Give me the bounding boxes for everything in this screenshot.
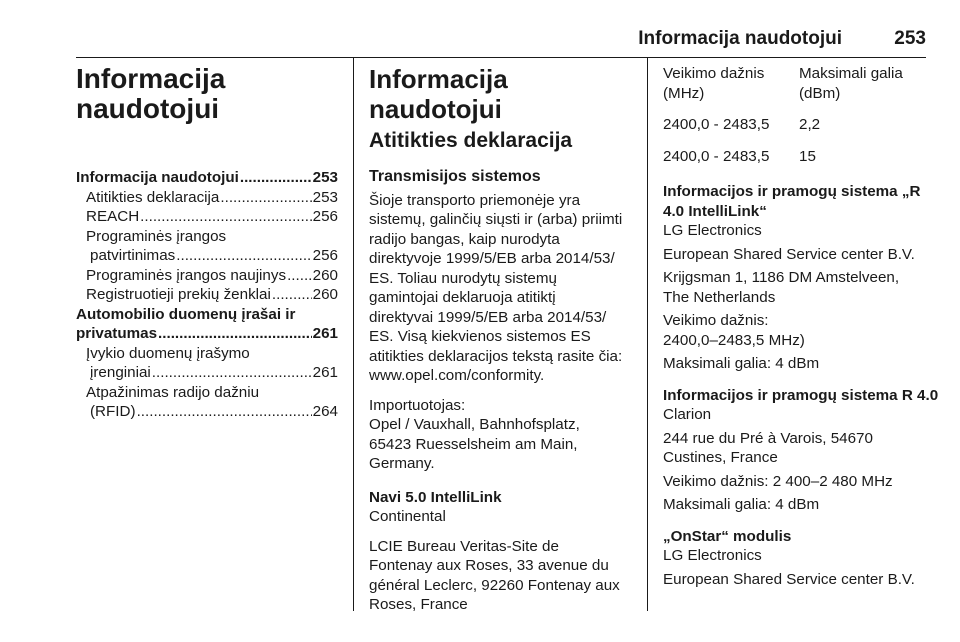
- page-number: 253: [894, 28, 926, 49]
- subsection-title: Atitikties deklaracija: [369, 129, 573, 152]
- toc-entry-line1[interactable]: Atpažinimas radijo dažniu: [86, 383, 260, 401]
- system-detail: Maksimali galia: 4 dBm: [663, 355, 820, 372]
- running-header-title: Informacija naudotojui: [638, 28, 842, 49]
- system-detail: European Shared Service center B.V.: [663, 245, 915, 263]
- importer-paragraph: Importuotojas: Opel / Vauxhall, Bahnhofsplatz, 65423 Ruesselsheim am Main, Germany.: [369, 396, 580, 472]
- table-row: [663, 115, 925, 135]
- table-row: [663, 147, 925, 167]
- column-divider-left: [353, 58, 354, 611]
- toc-entry[interactable]: Atitikties deklaracija ..... 253: [76, 188, 338, 208]
- toc-column: [76, 64, 338, 422]
- system-detail: European Shared Service center B.V.: [663, 570, 915, 588]
- table-cell: 2400,0 - 2483,5: [663, 147, 770, 165]
- system-detail: Maksimali galia: 4 dBm: [663, 496, 820, 513]
- section-title: Informacija naudotojui: [369, 64, 508, 124]
- navi-heading: Navi 5.0 IntelliLink: [369, 488, 502, 506]
- right-column: [663, 64, 939, 593]
- table-header-power: Maksimali galia (dBm): [799, 65, 903, 102]
- column-divider-right: [647, 58, 648, 611]
- system-detail: Veikimo dažnis: 2400,0–2483,5 MHz): [663, 312, 805, 349]
- system-detail: Veikimo dažnis: 2 400–2 480 MHz: [663, 472, 893, 490]
- system-heading: „OnStar“ modulis: [663, 527, 792, 545]
- toc-entry[interactable]: Informacija naudotojui ..... 253: [76, 168, 338, 188]
- system-detail: LG Electronics: [663, 222, 762, 239]
- toc-entry[interactable]: Programinės įrangos naujinys ..... 260: [76, 266, 338, 286]
- table-of-contents: [76, 168, 338, 422]
- navi-manufacturer: Continental: [369, 508, 446, 525]
- chapter-title-line1: Informacija: [76, 63, 226, 94]
- toc-entry-line1[interactable]: Programinės įrangos: [86, 227, 227, 245]
- toc-entry-line1[interactable]: Automobilio duomenų įrašai ir: [76, 305, 296, 323]
- toc-entry-line1[interactable]: Įvykio duomenų įrašymo: [86, 344, 250, 362]
- toc-entry[interactable]: privatumas ..... 261: [76, 324, 338, 344]
- table-cell: 15: [799, 147, 816, 165]
- main-column: [369, 64, 633, 619]
- system-heading: Informacijos ir pramogų sistema „R 4.0 IntelliLink“: [663, 183, 921, 220]
- system-detail: LG Electronics: [663, 547, 762, 564]
- system-heading: Informacijos ir pramogų sistema R 4.0: [663, 386, 939, 404]
- system-detail: Clarion: [663, 406, 712, 423]
- navi-address: LCIE Bureau Veritas-Site de Fontenay aux Roses, 33 avenue du général Leclerc, 92260 Fontenay aux Roses, France: [369, 537, 620, 613]
- toc-entry[interactable]: (RFID) ..... 264: [76, 402, 338, 422]
- toc-entry[interactable]: REACH ..... 256: [76, 207, 338, 227]
- system-detail: 244 rue du Pré à Varois, 54670 Custines, France: [663, 429, 873, 466]
- table-cell: 2,2: [799, 116, 821, 133]
- topic-heading: Transmisijos sistemos: [369, 168, 541, 185]
- toc-entry[interactable]: patvirtinimas ..... 256: [76, 246, 338, 266]
- spec-table-header: [663, 64, 925, 103]
- toc-entry[interactable]: įrenginiai ..... 261: [76, 363, 338, 383]
- toc-entry[interactable]: Registruotieji prekių ženklai ..... 260: [76, 285, 338, 305]
- table-cell: 2400,0 - 2483,5: [663, 116, 770, 133]
- conformity-paragraph: Šioje transporto priemonėje yra sistemų, galinčių siųsti ir (arba) priimti radijo bangas, kaip nurodyta direktyvoje 1999/5/EB arba 2014/53/ ES. Toliau nurodytų sistemų gamintojai deklaruoja atitiktį direktyvai 1999/5/EB arba 2014/53/ ES. Visą kiekvienos sistemos ES atitikties deklaracijos tekstą rasite čia: www.opel.com/conformity.: [369, 191, 623, 384]
- chapter-title-line2: naudotojui: [76, 93, 220, 124]
- system-detail: Krijgsman 1, 1186 DM Amstelveen, The Netherlands: [663, 269, 900, 306]
- table-header-frequency: Veikimo dažnis (MHz): [663, 65, 765, 102]
- header-rule: [76, 57, 926, 58]
